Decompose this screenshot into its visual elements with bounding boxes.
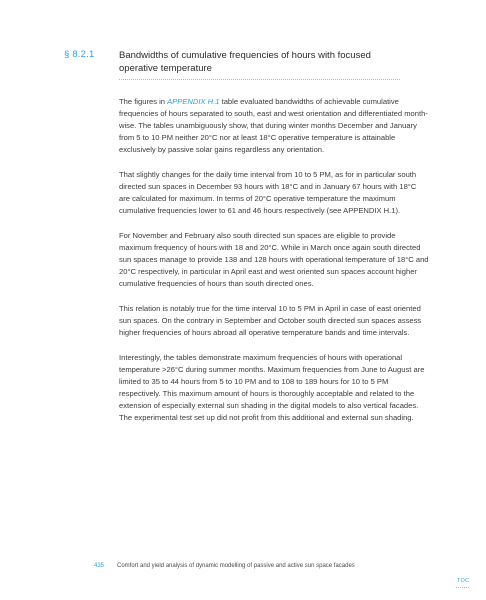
toc-link[interactable]: TOC	[457, 578, 470, 584]
title-divider	[119, 79, 400, 80]
paragraph-1-rest: table evaluated bandwidths of achievable cumulative frequencies of hours separated to south, east and west orientation and differentiated month-wise. The tables unambiguously show, that during winter months December and January from 5 to 10 PM neither 20°C nor at least 18°C operative temperature is attainable exclusively by passive solar gains regardless any orientation.	[119, 97, 428, 155]
toc-divider	[456, 587, 469, 588]
section-title: Bandwidths of cumulative frequencies of hours with focused operative temperature	[119, 50, 371, 74]
paragraph-1	[119, 96, 429, 156]
paragraph-5: Interestingly, the tables demonstrate maximum frequencies of hours with operational temperature >26°C during summer months. Maximum frequencies from June to August are limited to 35 to 44 hours from 5 to 10 PM and to 108 to 189 hours for 10 to 5 PM respectively. This maximum amount of hours is thoroughly acceptable and related to the extension of especially external sun shading in the digital models to also vertical facades. The experimental test set up did not profit from this additional and external sun shading.	[119, 352, 425, 423]
running-title: Comfort and yield analysis of dynamic modelling of passive and active sun space facades	[117, 563, 355, 569]
body-text	[119, 96, 429, 437]
paragraph-1-intro: The figures in	[119, 97, 168, 106]
page-number: 435	[94, 563, 105, 569]
paragraph-2: That slightly changes for the daily time interval from 10 to 5 PM, as for in particular south directed sun spaces in December 93 hours with 18°C and in January 67 hours with 18°C are calculated for maximum. In terms of 20°C operative temperature the maximum cumulative frequencies lower to 61 and 46 hours respectively (see APPENDIX H.1).	[119, 170, 417, 216]
section-number: § 8.2.1	[64, 49, 95, 60]
appendix-h1-link[interactable]: APPENDIX H.1	[167, 97, 220, 106]
page-footer	[0, 563, 486, 583]
paragraph-3: For November and February also south directed sun spaces are eligible to provide maximum frequency of hours with 18 and 20°C. While in March once again south directed sun spaces manage to provide 138 and 128 hours with operational temperature of 18°C and 20°C respectively, in particular in April east and west oriented sun spaces account higher cumulative frequencies of hours than south directed ones.	[119, 231, 429, 289]
paragraph-4: This relation is notably true for the time interval 10 to 5 PM in April in case of east oriented sun spaces. On the contrary in September and October south directed sun spaces assess higher frequencies of hours abroad all operative temperature bands and time intervals.	[119, 304, 422, 338]
